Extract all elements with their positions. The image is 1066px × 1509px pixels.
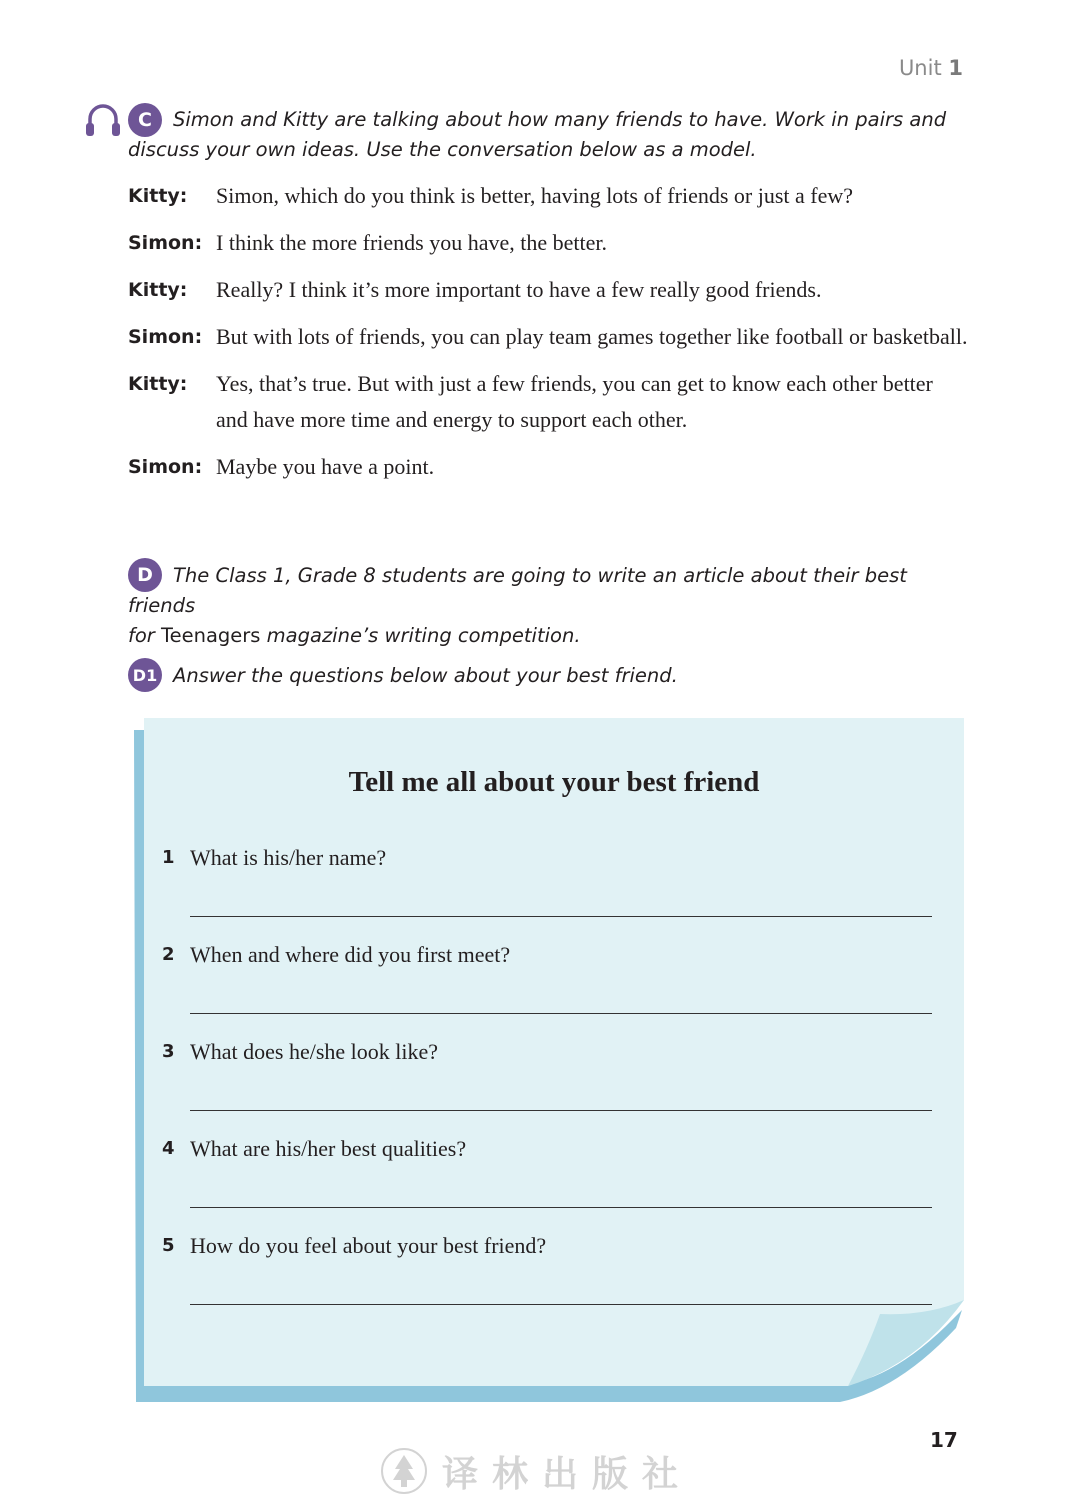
section-d-badge: D <box>128 558 162 592</box>
speech: Maybe you have a point. <box>216 454 435 479</box>
page-number: 17 <box>930 1428 958 1452</box>
speech: I think the more friends you have, the better. <box>216 230 607 255</box>
question-text: When and where did you first meet? <box>190 942 511 967</box>
speech: Yes, that’s true. But with just a few friends, you can get to know each other better and have more time and energy to support each other. <box>216 371 933 432</box>
section-c-instruction: Simon and Kitty are talking about how many friends to have. Work in pairs and discuss your own ideas. Use the conversation below as a model. <box>128 108 947 161</box>
question-text: What is his/her name? <box>190 845 387 870</box>
speech: Really? I think it’s more important to have a few really good friends. <box>216 277 822 302</box>
publisher-logo-icon <box>380 1447 428 1495</box>
question-text: What are his/her best qualities? <box>190 1136 467 1161</box>
speaker: Simon: <box>128 232 203 254</box>
speaker: Simon: <box>128 326 203 348</box>
unit-number: 1 <box>948 56 963 80</box>
speaker: Kitty: <box>128 185 188 207</box>
speech: Simon, which do you think is better, having lots of friends or just a few? <box>216 183 854 208</box>
publisher-name: 译林出版社 <box>442 1452 693 1495</box>
answer-line[interactable] <box>190 1207 932 1208</box>
dialogue-line <box>128 319 968 355</box>
question-number: 3 <box>162 1041 175 1062</box>
answer-line[interactable] <box>190 1110 932 1111</box>
question-number: 5 <box>162 1235 175 1256</box>
publisher-watermark <box>380 1446 692 1496</box>
speaker: Kitty: <box>128 279 188 301</box>
section-d1-instruction: Answer the questions below about your best friend. <box>173 664 678 687</box>
magazine-name: Teenagers <box>161 624 261 647</box>
dialogue <box>128 178 968 496</box>
question-text: How do you feel about your best friend? <box>190 1233 547 1258</box>
question-number: 2 <box>162 944 175 965</box>
headphones-icon[interactable] <box>84 102 122 138</box>
answer-line[interactable] <box>190 916 932 917</box>
question-number: 1 <box>162 847 175 868</box>
question-number: 4 <box>162 1138 175 1159</box>
dialogue-line <box>128 225 968 261</box>
unit-label: Unit 1 <box>898 56 963 80</box>
answer-line[interactable] <box>190 1304 932 1305</box>
dialogue-line <box>128 272 968 308</box>
card-title: Tell me all about your best friend <box>348 766 760 798</box>
answer-line[interactable] <box>190 1013 932 1014</box>
dialogue-line <box>128 449 968 485</box>
speech: But with lots of friends, you can play team games together like football or basketball. <box>216 324 968 349</box>
question-text: What does he/she look like? <box>190 1039 439 1064</box>
section-d1-badge: D1 <box>128 658 162 692</box>
section-c-badge: C <box>128 103 162 137</box>
dialogue-line <box>128 178 968 214</box>
section-d-instruction: The Class 1, Grade 8 students are going to write an article about their best friends for Teenagers magazine’s writing competition. <box>128 564 907 647</box>
speaker: Kitty: <box>128 373 188 395</box>
dialogue-line <box>128 366 968 438</box>
speaker: Simon: <box>128 456 203 478</box>
